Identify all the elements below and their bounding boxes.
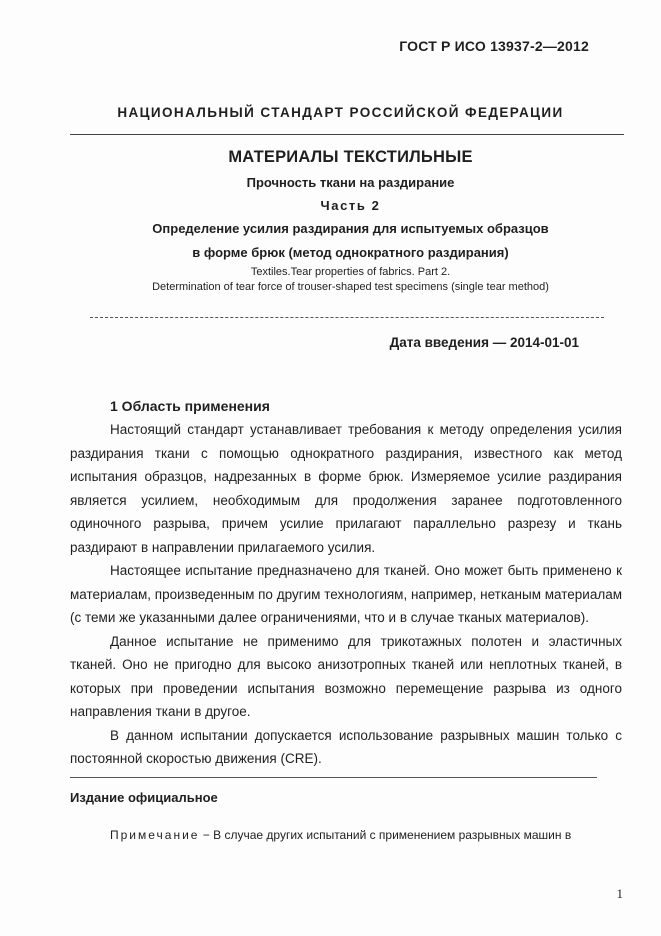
introduction-date: Дата введения — 2014-01-01 — [389, 335, 579, 350]
part-label: Часть 2 — [320, 198, 381, 213]
section-heading: 1 Область применения — [110, 398, 270, 414]
note-text: − В случае других испытаний с применением разрывных машин в — [199, 828, 572, 842]
document-title: МАТЕРИАЛЫ ТЕКСТИЛЬНЫЕ — [228, 148, 473, 166]
determination-title-line-2: в форме брюк (метод однократного раздирания) — [192, 245, 509, 260]
header-divider — [70, 134, 624, 135]
paragraph: Данное испытание не применимо для трикотажных полотен и эластичных тканей. Оно не пригодно для высоко анизотропных тканей или неплотных тканей, в которых при проведении испытания возможно перемещение разрыва из одного направления ткани в другое. — [70, 633, 622, 719]
footnote-divider — [70, 777, 597, 778]
paragraph: В данном испытании допускается использование разрывных машин только с постоянной скоростью движения (CRE). — [70, 727, 622, 766]
document-code: ГОСТ Р ИСО 13937-2—2012 — [399, 38, 589, 54]
official-edition-label: Издание официальное — [70, 790, 218, 805]
section-body — [70, 418, 622, 771]
paragraph: Настоящее испытание предназначено для тканей. Оно может быть применено к материалам, произведенным по другим технологиям, например, нетканым материалам (с теми же указанными далее ограничениями, что и в случае тканых материалов). — [70, 563, 622, 625]
paragraph: Настоящий стандарт устанавливает требования к методу определения усилия раздирания ткани с помощью однократного раздирания, известного как метод испытания образцов, надрезанных в форме брюк. Измеряемое усилие раздирания является усилием, необходимым для продолжения заранее подготовленного одиночного разрыва, причем усилие прилагают параллельно разрезу и ткань раздирают в направлении прилагаемого усилия. — [70, 422, 622, 555]
note-label: Примечание — [110, 828, 200, 842]
page-number: 1 — [616, 886, 623, 901]
determination-title-line-1: Определение усилия раздирания для испытуемых образцов — [152, 221, 549, 236]
note — [110, 828, 622, 842]
document-subtitle: Прочность ткани на раздирание — [246, 175, 455, 190]
national-standard-heading: НАЦИОНАЛЬНЫЙ СТАНДАРТ РОССИЙСКОЙ ФЕДЕРАЦИИ — [117, 105, 564, 120]
title-divider — [90, 317, 604, 318]
english-title-line-2: Determination of tear force of trouser-shaped test specimens (single tear method) — [152, 281, 549, 293]
english-title-line-1: Textiles.Tear properties of fabrics. Part 2. — [250, 266, 451, 278]
